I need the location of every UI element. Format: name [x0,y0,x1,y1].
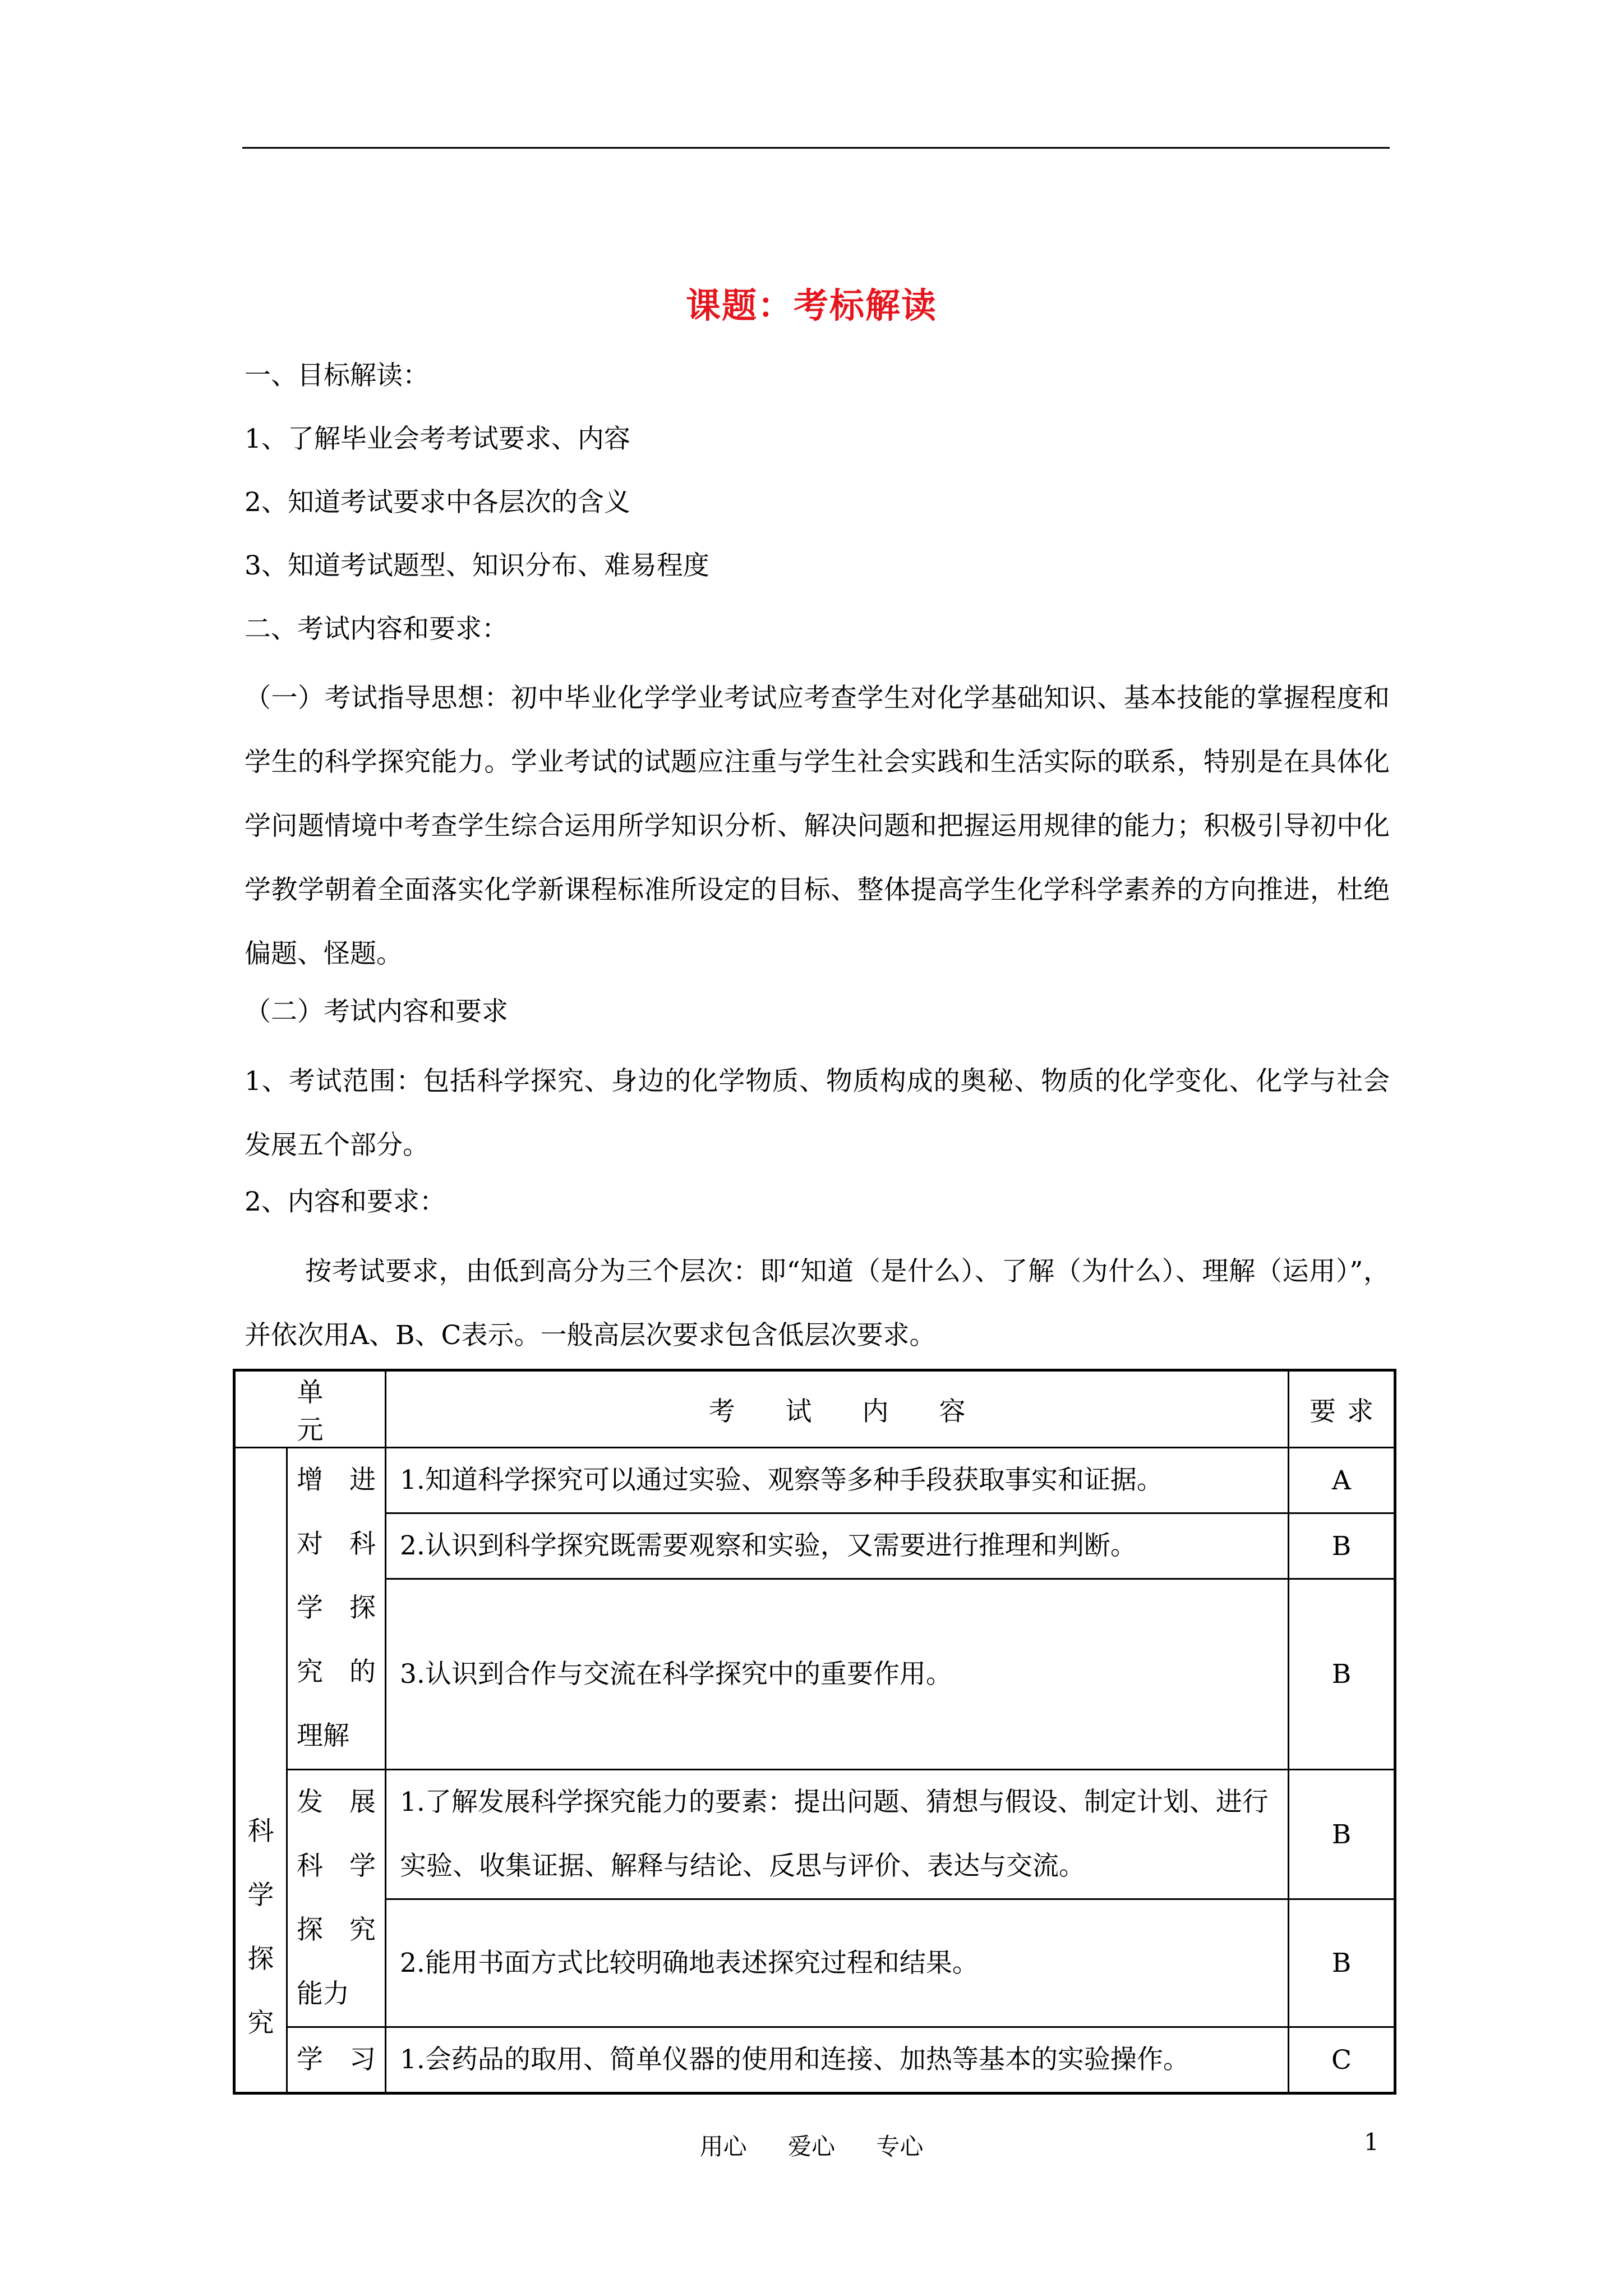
header-requirement: 要求 [1289,1370,1395,1448]
content-sub-heading: （二）考试内容和要求 [245,996,508,1027]
requirement-cell: B [1289,1579,1395,1770]
sub-unit-line: 发 展 [297,1787,376,1818]
table-row [234,1770,1395,1899]
page-number: 1 [1364,2128,1379,2156]
table-header-row [234,1370,1395,1448]
sub-unit-line: 能力 [297,1978,349,2009]
table-row [234,1513,1395,1579]
content-cell: 2.认识到科学探究既需要观察和实验，又需要进行推理和判断。 [386,1513,1289,1579]
requirements-table [233,1369,1396,2095]
page-title: 课题：考标解读 [685,285,937,326]
requirement-cell: B [1289,1899,1395,2027]
content-cell: 2.能用书面方式比较明确地表述探究过程和结果。 [386,1899,1289,2027]
table-row [234,1899,1395,2027]
header-content: 考试内容 [386,1370,1289,1448]
main-unit-cell [234,1448,287,2093]
sub-unit-line: 理解 [297,1720,349,1751]
requirement-heading: 2、内容和要求： [245,1186,446,1217]
table-row [234,1448,1395,1513]
content-cell: 1.会药品的取用、简单仪器的使用和连接、加热等基本的实验操作。 [386,2027,1289,2093]
content-cell: 3.认识到合作与交流在科学探究中的重要作用。 [386,1579,1289,1770]
section2-heading: 二、考试内容和要求： [245,614,508,645]
sub-unit-line: 探 究 [297,1915,376,1945]
header-unit: 单元 [234,1370,386,1448]
content-cell: 1.了解发展科学探究能力的要素：提出问题、猜想与假设、制定计划、进行实验、收集证据、解释与结论、反思与评价、表达与交流。 [386,1770,1289,1899]
guide-paragraph: （一）考试指导思想：初中毕业化学学业考试应考查学生对化学基础知识、基本技能的掌握程度和学生的科学探究能力。学业考试的试题应注重与学生社会实践和生活实际的联系，特别是在具体化学问题情境中考查学生综合运用所学知识分析、解决问题和把握运用规律的能力；积极引导初中化学教学朝着全面落实化学新课程标准所设定的目标、整体提高学生化学科学素养的方向推进，杜绝偏题、怪题。 [245,683,1390,969]
goal-item: 3、知道考试题型、知识分布、难易程度 [245,550,709,581]
goal-item: 1、了解毕业会考考试要求、内容 [245,424,630,454]
footer-word: 用心 [699,2133,747,2160]
requirement-cell: B [1289,1770,1395,1899]
sub-unit-cell [287,1770,386,2027]
sub-unit-line: 学 探 [297,1593,376,1623]
section1-heading: 一、目标解读： [245,360,429,391]
scope-paragraph: 1、考试范围：包括科学探究、身边的化学物质、物质构成的奥秘、物质的化学变化、化学与社会发展五个部分。 [245,1066,1390,1161]
table-row [234,1579,1395,1770]
sub-unit-line: 对 科 [297,1529,376,1559]
sub-unit-cell [287,2027,386,2093]
footer-word: 爱心 [787,2133,835,2160]
header-rule [242,147,1390,149]
sub-unit-line: 究 的 [297,1657,376,1687]
sub-unit-line: 学 习 [297,2044,376,2075]
requirement-cell: A [1289,1448,1395,1513]
footer-word: 专心 [876,2133,924,2160]
goal-item: 2、知道考试要求中各层次的含义 [245,487,630,518]
page-footer [0,2128,1623,2162]
content-cell: 1.知道科学探究可以通过实验、观察等多种手段获取事实和证据。 [386,1448,1289,1513]
requirement-cell: B [1289,1513,1395,1579]
main-unit-label: 科学探究 [247,1815,274,2039]
levels-paragraph: 按考试要求，由低到高分为三个层次：即“知道（是什么）、了解（为什么）、理解（运用）”，并依次用A、B、C表示。一般高层次要求包含低层次要求。 [245,1256,1390,1351]
sub-unit-cell [287,1448,386,1770]
sub-unit-line: 科 学 [297,1851,376,1881]
sub-unit-line: 增 进 [297,1465,376,1496]
table-row [234,2027,1395,2093]
requirement-cell: C [1289,2027,1395,2093]
